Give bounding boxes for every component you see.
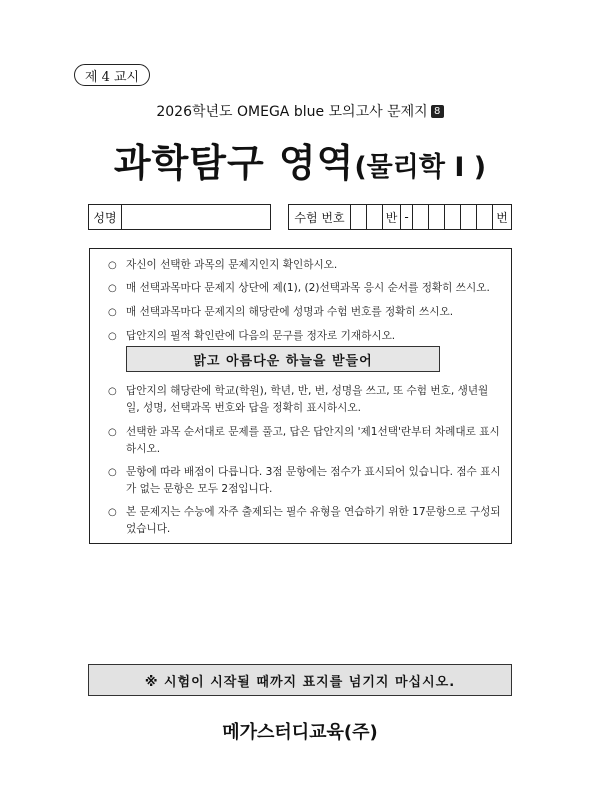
exam-number-digit-5[interactable] (445, 205, 461, 229)
exam-number-digit-4[interactable] (429, 205, 445, 229)
exam-number-field[interactable] (288, 204, 512, 230)
name-field-input[interactable] (122, 205, 270, 229)
dash-separator: - (401, 205, 413, 229)
exam-period-label: 제 4 교시 (74, 64, 150, 86)
instruction-text: 매 선택과목마다 문제지 상단에 제(1), (2)선택과목 응시 순서를 정확히 쓰시오. (126, 282, 490, 294)
form-type-badge: 8 (431, 105, 444, 118)
instruction-item (108, 280, 501, 297)
instruction-text: 본 문제지는 수능에 자주 출제되는 필수 유형을 연습하기 위한 17문항으로 구성되었습니다. (126, 506, 501, 535)
bullet-icon: ○ (108, 307, 117, 318)
instruction-item (108, 383, 501, 417)
name-field-label: 성명 (89, 205, 122, 229)
exam-number-label: 수험 번호 (289, 205, 351, 229)
instruction-item (108, 504, 501, 538)
page-title (0, 132, 600, 187)
publisher-name: 메가스터디교육(주) (222, 722, 378, 743)
class-label: 반 (383, 205, 401, 229)
exam-number-digit-7[interactable] (477, 205, 493, 229)
title-main: 과학탐구 영역 (113, 141, 355, 185)
instruction-item (108, 464, 501, 498)
instruction-text: 자신이 선택한 과목의 문제지인지 확인하시오. (126, 259, 338, 271)
instruction-text: 답안지의 해당란에 학교(학원), 학년, 반, 번, 성명을 쓰고, 또 수험 번호, 생년월일, 성명, 선택과목 번호와 답을 정확히 표시하시오. (126, 385, 489, 414)
bullet-icon: ○ (108, 386, 117, 397)
bullet-icon: ○ (108, 507, 117, 518)
instruction-text: 문항에 따라 배점이 다릅니다. 3점 문항에는 점수가 표시되어 있습니다. 점수 표시가 없는 문항은 모두 2점입니다. (126, 466, 501, 495)
exam-subtitle-text: 2026학년도 OMEGA blue 모의고사 문제지 (156, 104, 428, 120)
instruction-item (108, 328, 501, 345)
exam-number-digit-3[interactable] (413, 205, 429, 229)
instruction-text: 매 선택과목마다 문제지의 해당란에 성명과 수험 번호를 정확히 쓰시오. (126, 306, 454, 318)
bullet-icon: ○ (108, 283, 117, 294)
handwriting-check-phrase: 맑고 아름다운 하늘을 받들어 (126, 346, 440, 372)
bullet-icon: ○ (108, 331, 117, 342)
exam-number-digit-1[interactable] (351, 205, 367, 229)
instructions-box (89, 248, 512, 544)
bullet-icon: ○ (108, 260, 117, 271)
instruction-text: 답안지의 필적 확인란에 다음의 문구를 정자로 기재하시오. (126, 330, 396, 342)
exam-subtitle (0, 101, 600, 121)
instruction-item (108, 257, 501, 274)
exam-number-digit-6[interactable] (461, 205, 477, 229)
bullet-icon: ○ (108, 427, 117, 438)
exam-number-digit-2[interactable] (367, 205, 383, 229)
warning-banner: ※ 시험이 시작될 때까지 표지를 넘기지 마십시오. (88, 664, 512, 696)
instruction-item (108, 304, 501, 321)
title-subject: (물리학 I ) (354, 152, 487, 183)
instruction-text: 선택한 과목 순서대로 문제를 풀고, 답은 답안지의 '제1선택'란부터 차례대로 표시하시오. (126, 426, 500, 455)
name-field[interactable] (88, 204, 271, 230)
bullet-icon: ○ (108, 467, 117, 478)
instruction-item (108, 424, 501, 458)
number-label: 번 (496, 210, 508, 225)
